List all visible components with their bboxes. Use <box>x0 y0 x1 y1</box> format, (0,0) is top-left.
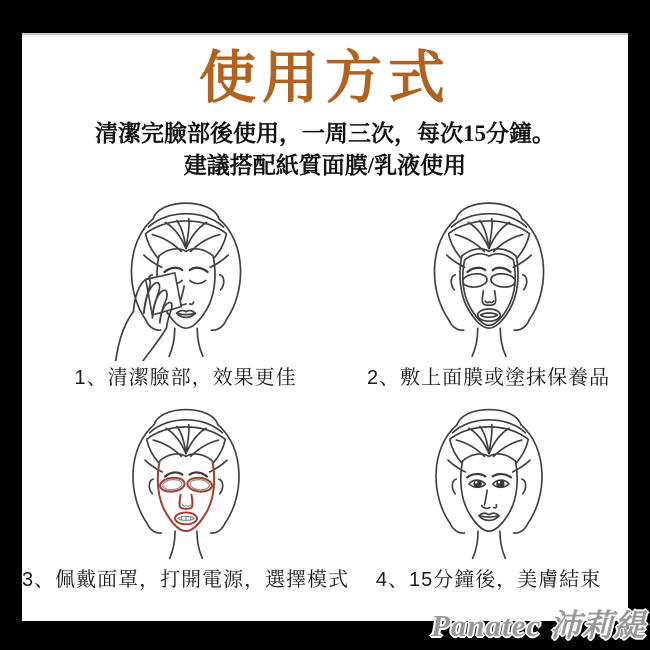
page-title: 使用方式 <box>199 46 451 110</box>
steps-grid <box>22 183 628 592</box>
hand <box>115 278 171 360</box>
step-3-caption: 3、佩戴面罩，打開電源，選擇模式 <box>22 568 350 591</box>
woman-finished-illustration <box>393 390 585 563</box>
eyebrows <box>164 267 207 271</box>
woman-sheet-mask-illustration <box>391 183 587 361</box>
woman-cleansing-illustration <box>88 183 284 361</box>
step-1 <box>22 183 349 390</box>
pupils <box>473 479 504 487</box>
device-details <box>162 478 209 520</box>
step-4 <box>349 390 628 592</box>
step-4-caption: 4、15分鐘後，美膚結束 <box>375 568 602 591</box>
usage-note-line1: 清潔完臉部後使用，一周三次，每次15分鐘。 <box>95 120 555 146</box>
woman-mask-device-illustration <box>90 390 282 563</box>
usage-note-line2: 建議搭配紙質面膜/乳液使用 <box>183 152 467 178</box>
sheet-mask <box>462 254 516 326</box>
step-2 <box>349 183 628 390</box>
step-2-caption: 2、敷上面膜或塗抹保養品 <box>367 366 611 389</box>
content-panel <box>22 33 628 621</box>
brand-watermark: Panatec 沛莉緹 <box>430 608 646 643</box>
step-1-caption: 1、清潔臉部，效果更佳 <box>74 366 297 389</box>
step-3 <box>22 390 349 592</box>
